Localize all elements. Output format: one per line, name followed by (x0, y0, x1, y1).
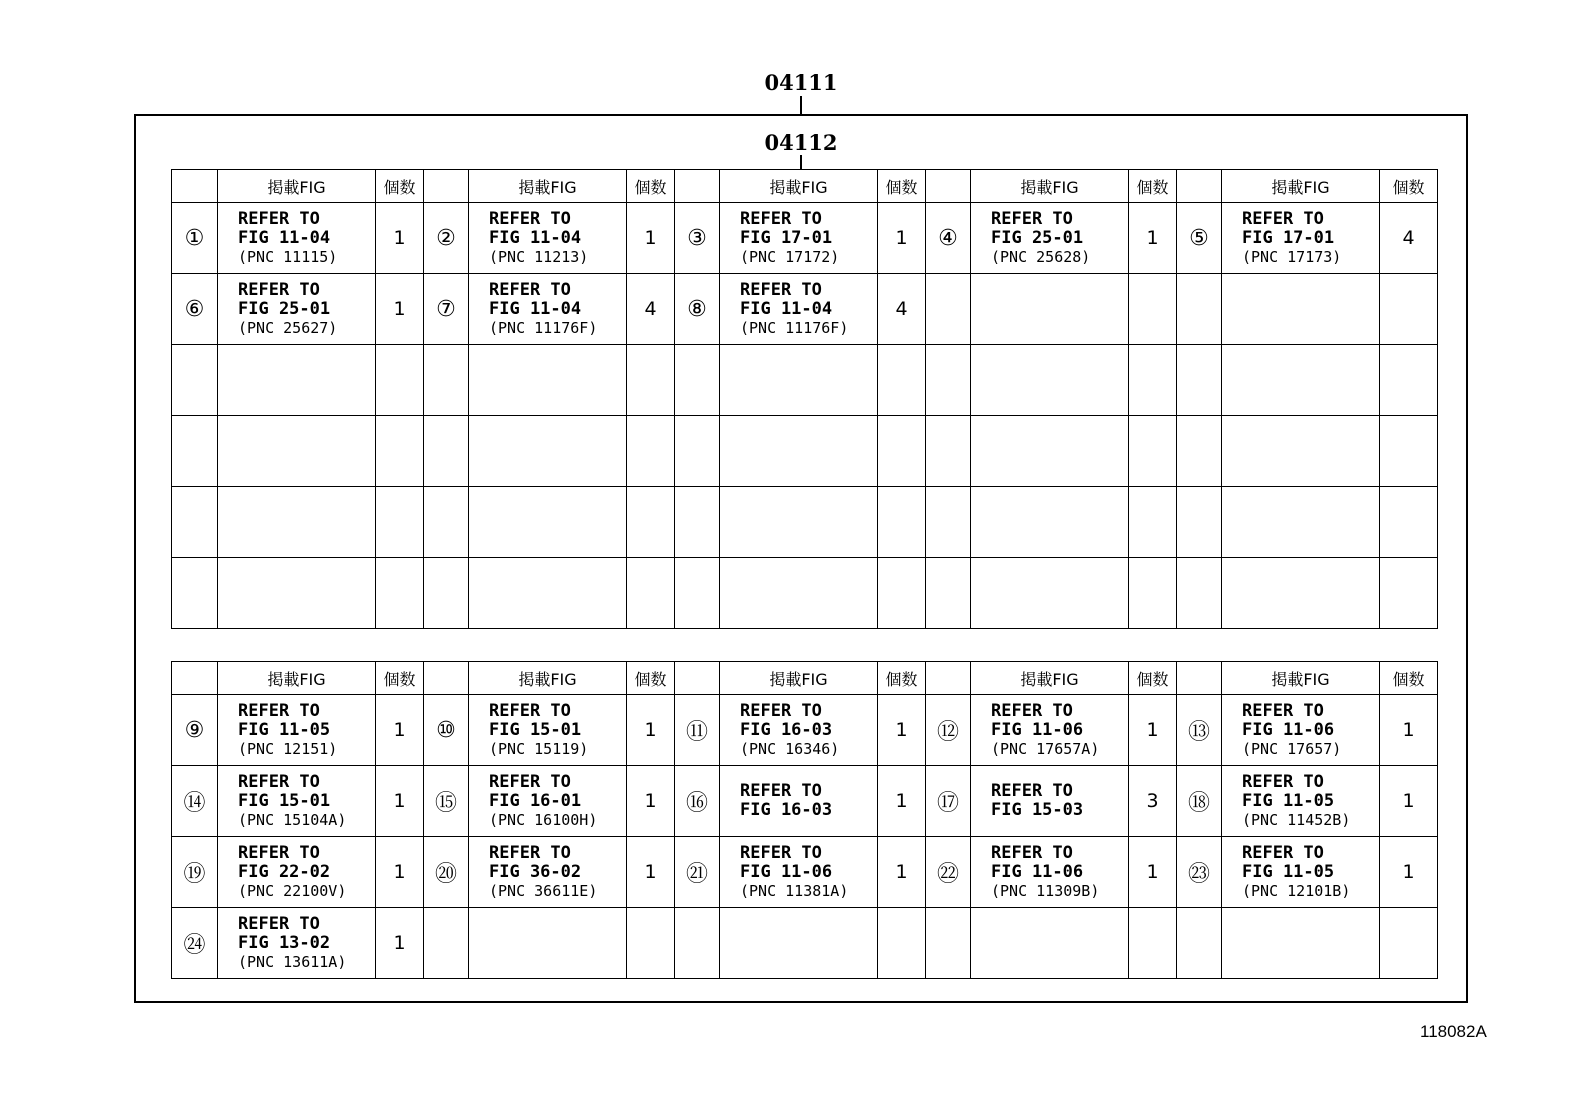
fig-reference (1222, 558, 1380, 629)
quantity: 1 (627, 837, 675, 908)
refer-to-text: REFER TO (1242, 842, 1324, 863)
fig-reference (1222, 274, 1380, 345)
quantity (376, 345, 424, 416)
item-number (172, 487, 218, 558)
table-row (172, 416, 1438, 487)
quantity (878, 908, 926, 979)
fig-reference (971, 558, 1129, 629)
table-row (172, 908, 1438, 979)
fig-reference (469, 766, 627, 837)
header-qty: 個数 (878, 662, 926, 695)
item-number (424, 558, 469, 629)
header-fig: 掲載FIG (469, 170, 627, 203)
assembly-label-04111: 04111 (764, 70, 838, 95)
quantity: 1 (376, 766, 424, 837)
pnc-code: (PNC 11452B) (1242, 810, 1351, 829)
item-number: ⑲ (172, 837, 218, 908)
refer-to-text: REFER TO (740, 700, 822, 721)
header-qty: 個数 (1129, 170, 1177, 203)
fig-reference (720, 345, 878, 416)
quantity: 1 (878, 837, 926, 908)
header-qty: 個数 (878, 170, 926, 203)
refer-to-text: REFER TO (991, 842, 1073, 863)
pnc-code: (PNC 11115) (238, 247, 338, 266)
header-index-cell (675, 170, 720, 203)
item-number: ⑧ (675, 274, 720, 345)
fig-reference (720, 695, 878, 766)
pnc-code: (PNC 11381A) (740, 881, 849, 900)
pnc-code: (PNC 22100V) (238, 881, 347, 900)
quantity: 1 (878, 695, 926, 766)
item-number: ② (424, 203, 469, 274)
refer-to-text: REFER TO (238, 842, 320, 863)
fig-number: FIG 22-02 (238, 861, 331, 882)
header-fig: 掲載FIG (1222, 170, 1380, 203)
fig-reference (971, 274, 1129, 345)
quantity: 1 (1380, 695, 1438, 766)
quantity (878, 487, 926, 558)
item-number (424, 487, 469, 558)
header-qty: 個数 (1380, 170, 1438, 203)
item-number (1177, 487, 1222, 558)
quantity: 1 (1129, 695, 1177, 766)
fig-reference (218, 416, 376, 487)
header-index-cell (172, 170, 218, 203)
header-index-cell (1177, 170, 1222, 203)
fig-number: FIG 11-04 (489, 298, 582, 319)
fig-reference (469, 203, 627, 274)
quantity (1380, 487, 1438, 558)
fig-reference (720, 558, 878, 629)
item-number: ⑰ (926, 766, 971, 837)
item-number: ③ (675, 203, 720, 274)
quantity: 1 (1380, 837, 1438, 908)
item-number (424, 416, 469, 487)
quantity: 4 (627, 274, 675, 345)
quantity (1129, 416, 1177, 487)
item-number: ⑳ (424, 837, 469, 908)
refer-to-text: REFER TO (1242, 771, 1324, 792)
header-index-cell (424, 170, 469, 203)
pnc-code: (PNC 11176F) (489, 318, 598, 337)
header-fig: 掲載FIG (218, 170, 376, 203)
quantity (878, 416, 926, 487)
fig-reference (971, 837, 1129, 908)
item-number: ⑭ (172, 766, 218, 837)
quantity: 1 (627, 766, 675, 837)
fig-reference (971, 203, 1129, 274)
quantity (1129, 345, 1177, 416)
fig-number: FIG 11-04 (238, 227, 331, 248)
header-index-cell (926, 662, 971, 695)
item-number: ⑱ (1177, 766, 1222, 837)
item-number (926, 487, 971, 558)
reference-table-lower (171, 661, 1438, 979)
quantity (1380, 558, 1438, 629)
header-qty: 個数 (376, 170, 424, 203)
item-number (926, 416, 971, 487)
fig-reference (218, 487, 376, 558)
header-row (172, 662, 1438, 695)
header-index-cell (1177, 662, 1222, 695)
fig-reference (218, 274, 376, 345)
fig-reference (720, 908, 878, 979)
fig-number: FIG 25-01 (991, 227, 1084, 248)
item-number: ㉒ (926, 837, 971, 908)
item-number (172, 416, 218, 487)
quantity (627, 345, 675, 416)
item-number: ⑤ (1177, 203, 1222, 274)
refer-to-text: REFER TO (238, 913, 320, 934)
fig-reference (218, 766, 376, 837)
item-number (926, 908, 971, 979)
quantity: 1 (627, 695, 675, 766)
item-number: ⑪ (675, 695, 720, 766)
fig-reference (469, 487, 627, 558)
item-number: ⑦ (424, 274, 469, 345)
quantity: 1 (1129, 837, 1177, 908)
quantity: 1 (1380, 766, 1438, 837)
item-number (675, 558, 720, 629)
fig-number: FIG 11-05 (1242, 861, 1335, 882)
item-number (926, 558, 971, 629)
header-fig: 掲載FIG (218, 662, 376, 695)
fig-number: FIG 15-01 (489, 719, 582, 740)
quantity (1129, 274, 1177, 345)
fig-number: FIG 16-03 (740, 719, 833, 740)
fig-reference (469, 695, 627, 766)
fig-reference (971, 416, 1129, 487)
quantity (627, 487, 675, 558)
table-row (172, 203, 1438, 274)
fig-reference (1222, 345, 1380, 416)
header-qty: 個数 (627, 662, 675, 695)
fig-number: FIG 36-02 (489, 861, 582, 882)
quantity: 1 (878, 766, 926, 837)
item-number (1177, 416, 1222, 487)
quantity (627, 416, 675, 487)
item-number: ㉓ (1177, 837, 1222, 908)
fig-reference (469, 558, 627, 629)
fig-number: FIG 11-04 (489, 227, 582, 248)
table-row (172, 695, 1438, 766)
pnc-code: (PNC 15119) (489, 739, 589, 758)
header-fig: 掲載FIG (720, 662, 878, 695)
fig-reference (1222, 416, 1380, 487)
fig-reference (218, 837, 376, 908)
fig-reference (469, 274, 627, 345)
fig-reference (971, 695, 1129, 766)
fig-reference (971, 345, 1129, 416)
quantity (1129, 558, 1177, 629)
header-qty: 個数 (376, 662, 424, 695)
item-number: ⑥ (172, 274, 218, 345)
fig-number: FIG 15-03 (991, 800, 1084, 820)
table-row (172, 837, 1438, 908)
pnc-code: (PNC 17657) (1242, 739, 1342, 758)
header-fig: 掲載FIG (971, 170, 1129, 203)
item-number: ⑮ (424, 766, 469, 837)
item-number (926, 274, 971, 345)
leader-line-04111 (800, 96, 802, 114)
refer-to-text: REFER TO (740, 842, 822, 863)
item-number: ⑫ (926, 695, 971, 766)
refer-to-text: REFER TO (991, 208, 1073, 229)
item-number (675, 416, 720, 487)
refer-to-text: REFER TO (489, 279, 571, 300)
fig-reference (720, 416, 878, 487)
pnc-code: (PNC 13611A) (238, 952, 347, 971)
refer-to-text: REFER TO (489, 842, 571, 863)
item-number: ㉑ (675, 837, 720, 908)
item-number: ⑯ (675, 766, 720, 837)
refer-to-text: REFER TO (740, 279, 822, 300)
header-index-cell (424, 662, 469, 695)
header-index-cell (926, 170, 971, 203)
header-qty: 個数 (1129, 662, 1177, 695)
fig-reference (1222, 695, 1380, 766)
pnc-code: (PNC 36611E) (489, 881, 598, 900)
table-row (172, 345, 1438, 416)
pnc-code: (PNC 12101B) (1242, 881, 1351, 900)
fig-number: FIG 17-01 (740, 227, 833, 248)
header-index-cell (172, 662, 218, 695)
fig-reference (971, 766, 1129, 837)
quantity (376, 487, 424, 558)
item-number (1177, 274, 1222, 345)
item-number (172, 345, 218, 416)
fig-reference (1222, 766, 1380, 837)
fig-reference (469, 416, 627, 487)
table-row (172, 274, 1438, 345)
fig-number: FIG 25-01 (238, 298, 331, 319)
header-qty: 個数 (627, 170, 675, 203)
quantity (1129, 487, 1177, 558)
quantity: 1 (376, 203, 424, 274)
quantity (627, 908, 675, 979)
quantity: 1 (376, 274, 424, 345)
pnc-code: (PNC 25628) (991, 247, 1091, 266)
pnc-code: (PNC 15104A) (238, 810, 347, 829)
item-number (172, 558, 218, 629)
fig-reference (218, 558, 376, 629)
quantity (1380, 908, 1438, 979)
quantity: 4 (1380, 203, 1438, 274)
pnc-code: (PNC 17657A) (991, 739, 1100, 758)
item-number: ⑨ (172, 695, 218, 766)
header-fig: 掲載FIG (720, 170, 878, 203)
header-row (172, 170, 1438, 203)
fig-reference (720, 274, 878, 345)
fig-reference (218, 203, 376, 274)
fig-reference (720, 766, 878, 837)
item-number (424, 345, 469, 416)
item-number (675, 345, 720, 416)
item-number (926, 345, 971, 416)
fig-number: FIG 11-05 (1242, 790, 1335, 811)
assembly-label-04112: 04112 (764, 130, 838, 155)
pnc-code: (PNC 12151) (238, 739, 338, 758)
item-number: ㉔ (172, 908, 218, 979)
quantity (1380, 274, 1438, 345)
quantity (878, 558, 926, 629)
item-number (1177, 558, 1222, 629)
fig-number: FIG 16-03 (740, 800, 833, 820)
refer-to-text: REFER TO (489, 771, 571, 792)
header-fig: 掲載FIG (971, 662, 1129, 695)
fig-reference (720, 487, 878, 558)
fig-reference (218, 695, 376, 766)
quantity (376, 416, 424, 487)
fig-reference (218, 345, 376, 416)
table-row (172, 766, 1438, 837)
header-index-cell (675, 662, 720, 695)
header-qty: 個数 (1380, 662, 1438, 695)
fig-number: FIG 13-02 (238, 932, 331, 953)
refer-to-text: REFER TO (238, 279, 320, 300)
quantity (627, 558, 675, 629)
pnc-code: (PNC 16100H) (489, 810, 598, 829)
fig-reference (1222, 908, 1380, 979)
refer-to-text: REFER TO (740, 781, 822, 801)
pnc-code: (PNC 11309B) (991, 881, 1100, 900)
fig-number: FIG 11-06 (740, 861, 833, 882)
reference-table-upper (171, 169, 1438, 629)
refer-to-text: REFER TO (991, 700, 1073, 721)
pnc-code: (PNC 17173) (1242, 247, 1342, 266)
refer-to-text: REFER TO (238, 771, 320, 792)
fig-number: FIG 11-06 (991, 861, 1084, 882)
pnc-code: (PNC 25627) (238, 318, 338, 337)
refer-to-text: REFER TO (489, 700, 571, 721)
item-number: ⑩ (424, 695, 469, 766)
pnc-code: (PNC 17172) (740, 247, 840, 266)
pnc-code: (PNC 16346) (740, 739, 840, 758)
fig-number: FIG 16-01 (489, 790, 582, 811)
refer-to-text: REFER TO (991, 781, 1073, 801)
fig-reference (469, 837, 627, 908)
leader-line-04112 (800, 155, 802, 169)
quantity: 4 (878, 274, 926, 345)
refer-to-text: REFER TO (238, 700, 320, 721)
fig-reference (1222, 837, 1380, 908)
quantity: 1 (376, 695, 424, 766)
item-number (675, 908, 720, 979)
fig-reference (971, 908, 1129, 979)
header-fig: 掲載FIG (469, 662, 627, 695)
fig-reference (1222, 487, 1380, 558)
drawing-id: 118082A (1420, 1022, 1487, 1041)
item-number (675, 487, 720, 558)
item-number (424, 908, 469, 979)
fig-number: FIG 11-04 (740, 298, 833, 319)
quantity: 1 (627, 203, 675, 274)
fig-reference (720, 203, 878, 274)
quantity (1129, 908, 1177, 979)
refer-to-text: REFER TO (1242, 700, 1324, 721)
refer-to-text: REFER TO (489, 208, 571, 229)
quantity: 1 (376, 908, 424, 979)
quantity: 1 (1129, 203, 1177, 274)
fig-number: FIG 11-06 (1242, 719, 1335, 740)
item-number: ④ (926, 203, 971, 274)
item-number (1177, 345, 1222, 416)
refer-to-text: REFER TO (1242, 208, 1324, 229)
fig-reference (469, 908, 627, 979)
quantity: 1 (376, 837, 424, 908)
refer-to-text: REFER TO (238, 208, 320, 229)
fig-reference (218, 908, 376, 979)
quantity: 3 (1129, 766, 1177, 837)
fig-number: FIG 11-05 (238, 719, 331, 740)
item-number: ① (172, 203, 218, 274)
fig-reference (971, 487, 1129, 558)
fig-reference (720, 837, 878, 908)
fig-reference (1222, 203, 1380, 274)
header-fig: 掲載FIG (1222, 662, 1380, 695)
fig-number: FIG 17-01 (1242, 227, 1335, 248)
item-number: ⑬ (1177, 695, 1222, 766)
table-row (172, 558, 1438, 629)
item-number (1177, 908, 1222, 979)
fig-number: FIG 11-06 (991, 719, 1084, 740)
quantity (1380, 416, 1438, 487)
refer-to-text: REFER TO (740, 208, 822, 229)
fig-number: FIG 15-01 (238, 790, 331, 811)
quantity (376, 558, 424, 629)
quantity (878, 345, 926, 416)
pnc-code: (PNC 11213) (489, 247, 589, 266)
pnc-code: (PNC 11176F) (740, 318, 849, 337)
table-row (172, 487, 1438, 558)
quantity: 1 (878, 203, 926, 274)
quantity (1380, 345, 1438, 416)
fig-reference (469, 345, 627, 416)
